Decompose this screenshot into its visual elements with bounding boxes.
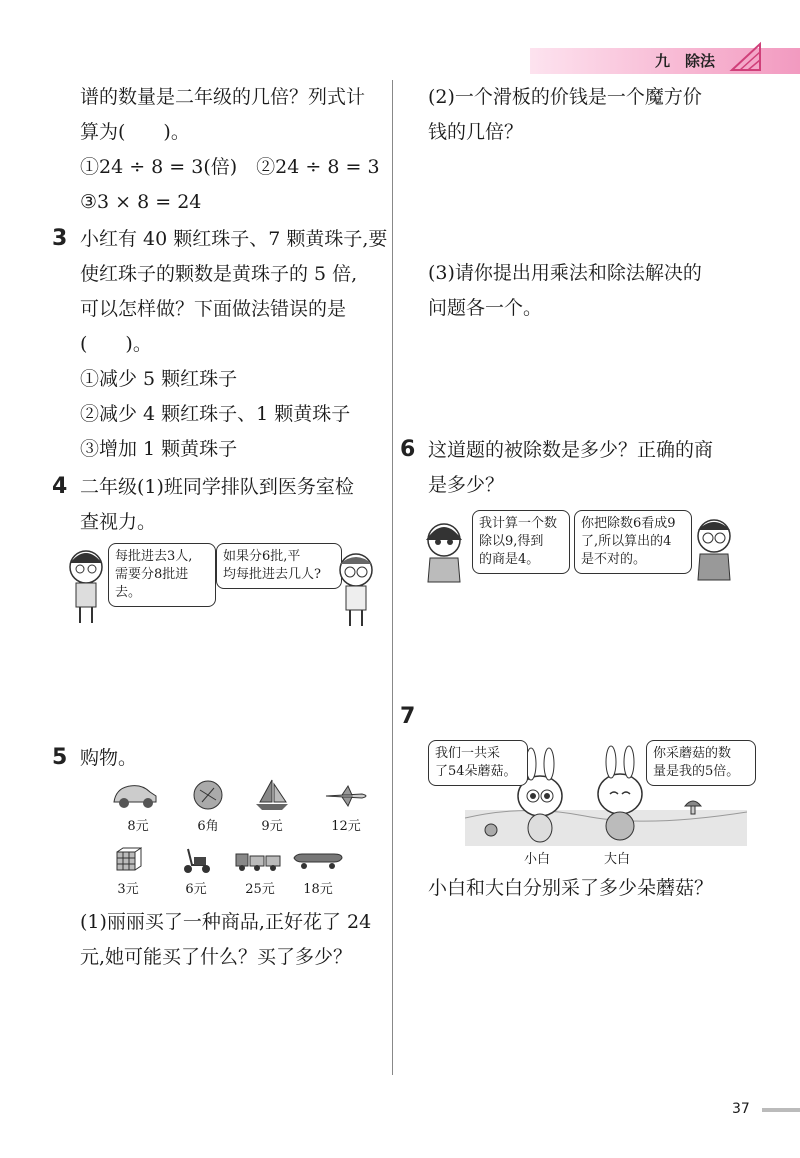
question-number: 5: [52, 745, 68, 770]
bubble-line: 如果分6批,平: [223, 549, 301, 564]
question-number: 7: [400, 704, 416, 729]
price-label: 9元: [261, 819, 283, 834]
text-line: 使红珠子的颗数是黄珠子的 5 倍,: [80, 263, 358, 285]
text-line: ( )。: [80, 333, 152, 355]
ball-icon: [190, 778, 230, 812]
option-line: ③增加 1 颗黄珠子: [80, 438, 238, 460]
page-number-bar: [762, 1108, 800, 1112]
text-line: (1)丽丽买了一种商品,正好花了 24: [80, 911, 372, 933]
price-label: 6元: [185, 882, 207, 897]
text-line: 问题各一个。: [428, 297, 543, 319]
bubble-line: 我计算一个数: [479, 516, 558, 531]
boy-student-illustration: [332, 548, 380, 630]
price-label: 8元: [127, 819, 149, 834]
bubble-line: 每批进去3人,: [115, 549, 193, 564]
text-line: 这道题的被除数是多少？正确的商: [428, 439, 714, 461]
text-line: 可以怎样做？下面做法错误的是: [80, 298, 347, 320]
option-line: ①24 ÷ 8 = 3(倍) ②24 ÷ 8 = 3: [80, 156, 380, 178]
boy-student-illustration: [690, 514, 738, 584]
speech-bubble: [428, 740, 528, 786]
price-label: 12元: [331, 819, 361, 834]
toy-train-icon: [234, 850, 284, 872]
scooter-icon: [180, 845, 212, 875]
speech-bubble: [216, 543, 342, 589]
text-line: 小红有 40 颗红珠子、7 颗黄珠子,要: [80, 228, 388, 250]
option-line: ①减少 5 颗红珠子: [80, 368, 238, 390]
girl-student-illustration: [62, 545, 110, 627]
speech-bubble: [646, 740, 756, 786]
chapter-title: 九 除法: [655, 52, 716, 70]
question-title: 购物。: [80, 747, 138, 769]
bubble-line: 我们一共采: [435, 746, 501, 761]
option-line: ③3 × 8 = 24: [80, 191, 202, 213]
page-number: 37: [732, 1101, 750, 1117]
price-label: 3元: [117, 882, 139, 897]
character-label: 大白: [604, 852, 631, 867]
question-number: 3: [52, 226, 68, 251]
bubble-line: 你把除数6看成9: [581, 516, 676, 531]
question-number: 4: [52, 474, 68, 499]
speech-bubble: [472, 510, 570, 574]
girl-student-illustration: [420, 518, 468, 584]
question-number: 6: [400, 437, 416, 462]
text-line: (3)请你提出用乘法和除法解决的: [428, 262, 702, 284]
text-line: 查视力。: [80, 511, 157, 533]
character-label: 小白: [524, 852, 551, 867]
skateboard-icon: [292, 850, 344, 872]
bubble-line: 是不对的。: [581, 552, 647, 567]
text-line: 是多少？: [428, 474, 505, 496]
airplane-icon: [322, 784, 372, 808]
bubble-line: 均每批进去几人?: [223, 567, 321, 582]
text-line: 二年级(1)班同学排队到医务室检: [80, 476, 354, 498]
price-label: 6角: [197, 819, 219, 834]
column-divider: [392, 80, 393, 1075]
text-line: 算为( )。: [80, 121, 190, 143]
bubble-line: 量是我的5倍。: [653, 764, 740, 779]
rubiks-cube-icon: [114, 846, 142, 874]
price-label: 25元: [245, 882, 275, 897]
text-line: 钱的几倍？: [428, 121, 524, 143]
bubble-line: 需要分8批进去。: [115, 567, 189, 600]
bubble-line: 了54朵蘑菇。: [435, 764, 517, 779]
car-icon: [110, 780, 160, 810]
speech-bubble: [108, 543, 216, 607]
question-text: 小白和大白分别采了多少朵蘑菇？: [428, 877, 714, 899]
triangle-ruler-icon: [728, 40, 764, 74]
text-line: (2)一个滑板的价钱是一个魔方价: [428, 86, 702, 108]
bubble-line: 的商是4。: [479, 552, 540, 567]
bubble-line: 了,所以算出的4: [581, 534, 672, 549]
text-line: 谱的数量是二年级的几倍？列式计: [80, 86, 366, 108]
option-line: ②减少 4 颗红珠子、1 颗黄珠子: [80, 403, 351, 425]
speech-bubble: [574, 510, 692, 574]
text-line: 元,她可能买了什么？买了多少？: [80, 946, 353, 968]
bubble-line: 你采蘑菇的数: [653, 746, 732, 761]
sailboat-icon: [252, 776, 292, 812]
price-label: 18元: [303, 882, 333, 897]
bubble-line: 除以9,得到: [479, 534, 544, 549]
